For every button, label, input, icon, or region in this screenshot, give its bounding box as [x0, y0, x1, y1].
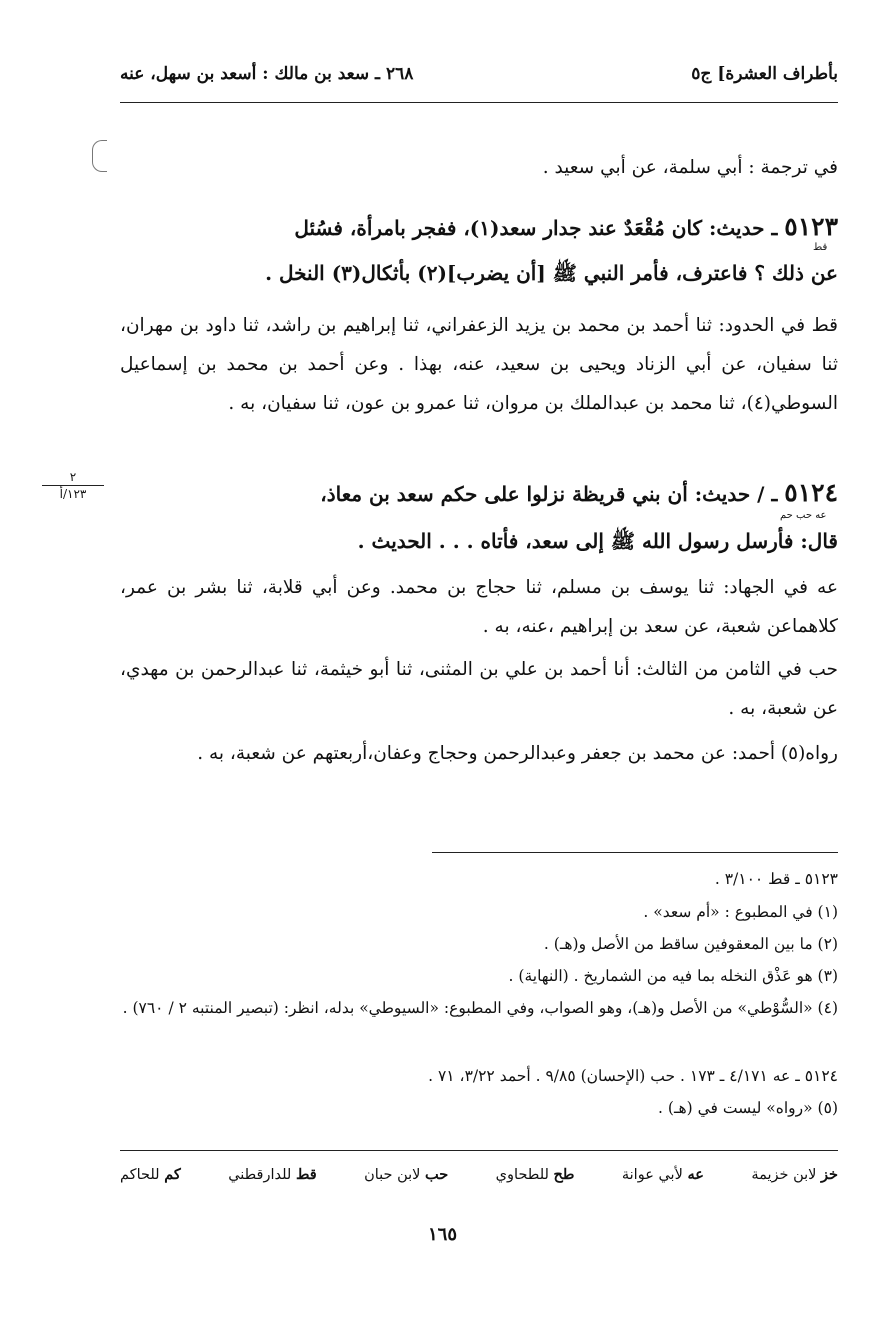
- hadith-5123-line2: عن ذلك ؟ فاعترف، فأمر النبي ﷺ [أن يضرب](٢) بأثكال(٣) النخل .: [265, 261, 838, 285]
- legend-rule: [120, 1150, 838, 1151]
- header-book-title: بأطراف العشرة] ج٥: [691, 64, 838, 84]
- folio-bottom: ١٢٣/أ: [59, 487, 87, 501]
- hadith-5124-text1: ـ / حديث: أن بني قريظة نزلوا على حكم سعد بن معاذ،: [320, 482, 778, 506]
- page-number: ١٦٥: [427, 1224, 457, 1245]
- footnote-2: (٢) ما بين المعقوفين ساقط من الأصل و(هـ) .: [543, 935, 838, 953]
- intro-line: في ترجمة : أبي سلمة، عن أبي سعيد .: [542, 157, 838, 178]
- hadith-5123-number: ٥١٢٣: [784, 212, 838, 241]
- legend-item: كم للحاكم: [120, 1166, 181, 1183]
- hadith-5123-source-mark: قط: [813, 242, 828, 253]
- legend-item: خز لابن خزيمة: [751, 1166, 838, 1183]
- margin-bracket-mark: [92, 140, 107, 172]
- manuscript-folio-mark: [42, 470, 104, 501]
- legend-item: عه لأبي عوانة: [621, 1166, 704, 1183]
- header-rule: [120, 102, 838, 103]
- folio-top: ٢: [69, 470, 77, 484]
- footnote-1: (١) في المطبوع : «أم سعد» .: [643, 903, 838, 921]
- footnote-0: ٥١٢٣ ـ قط ٣/١٠٠ .: [714, 870, 838, 888]
- hadith-5123-line1: [120, 206, 838, 249]
- hadith-5124-number: ٥١٢٤: [784, 478, 838, 507]
- footnote-rule: [432, 852, 838, 853]
- legend-item: حب لابن حبان: [364, 1166, 449, 1183]
- hadith-5124-line1: [120, 472, 838, 515]
- hadith-5124-line2: قال: فأرسل رسول الله ﷺ إلى سعد، فأتاه . . . الحديث .: [357, 529, 838, 553]
- footnote-4: (٤) «السُّوْطي» من الأصل و(هـ)، وهو الصواب، وفي المطبوع: «السيوطي» بدله، انظر: (تبصير المنتبه ٢ / ٧٦٠) .: [122, 999, 838, 1017]
- header-chapter-title: ٢٦٨ ـ سعد بن مالك : أسعد بن سهل، عنه: [120, 64, 414, 84]
- hadith-5123-sanad: قط في الحدود: ثنا أحمد بن محمد بن يزيد الزعفراني، ثنا إبراهيم بن راشد، ثنا داود بن مهران، ثنا سفيان، عن أبي الزناد ويحيى بن سعيد، عنه، بهذا . وعن أحمد بن محمد بن إسماعيل السوطي(٤)، ثنا محمد بن عبدالملك بن مروان، ثنا عمرو بن عون، ثنا سفيان، به .: [120, 315, 838, 414]
- abbreviation-legend: [120, 1166, 838, 1183]
- hadith-5123-text1: ـ حديث: كان مُقْعَدٌ عند جدار سعد(١)، ففجر بامرأة، فسُئل: [294, 216, 778, 240]
- footnote-5: ٥١٢٤ ـ عه ٤/١٧١ ـ ١٧٣ . حب (الإحسان) ٩/٨٥ . أحمد ٣/٢٢، ٧١ .: [428, 1067, 838, 1085]
- legend-item: طح للطحاوي: [495, 1166, 575, 1183]
- footnote-3: (٣) هو عَذْق النخله بما فيه من الشماريخ . (النهاية) .: [508, 967, 838, 985]
- hadith-5124-sanad-1: عه في الجهاد: ثنا يوسف بن مسلم، ثنا حجاج بن محمد. وعن أبي قلابة، ثنا بشر بن عمر، كلاهماعن شعبة، عن سعد بن إبراهيم ،عنه، به .: [120, 577, 838, 637]
- running-header: [120, 58, 838, 90]
- hadith-5124-sanad-2: حب في الثامن من الثالث: أنا أحمد بن علي بن المثنى، ثنا أبو خيثمة، ثنا عبدالرحمن بن مهدي، عن شعبة، به .: [120, 659, 838, 719]
- folio-line: [42, 485, 104, 486]
- footnote-6: (٥) «رواه» ليست في (هـ) .: [658, 1099, 838, 1117]
- hadith-5124-source-mark: عه حب حم: [780, 510, 827, 521]
- legend-item: قط للدارقطني: [228, 1166, 317, 1183]
- hadith-5124-sanad-3: رواه(٥) أحمد: عن محمد بن جعفر وعبدالرحمن وحجاج وعفان،أربعتهم عن شعبة، به .: [197, 743, 838, 764]
